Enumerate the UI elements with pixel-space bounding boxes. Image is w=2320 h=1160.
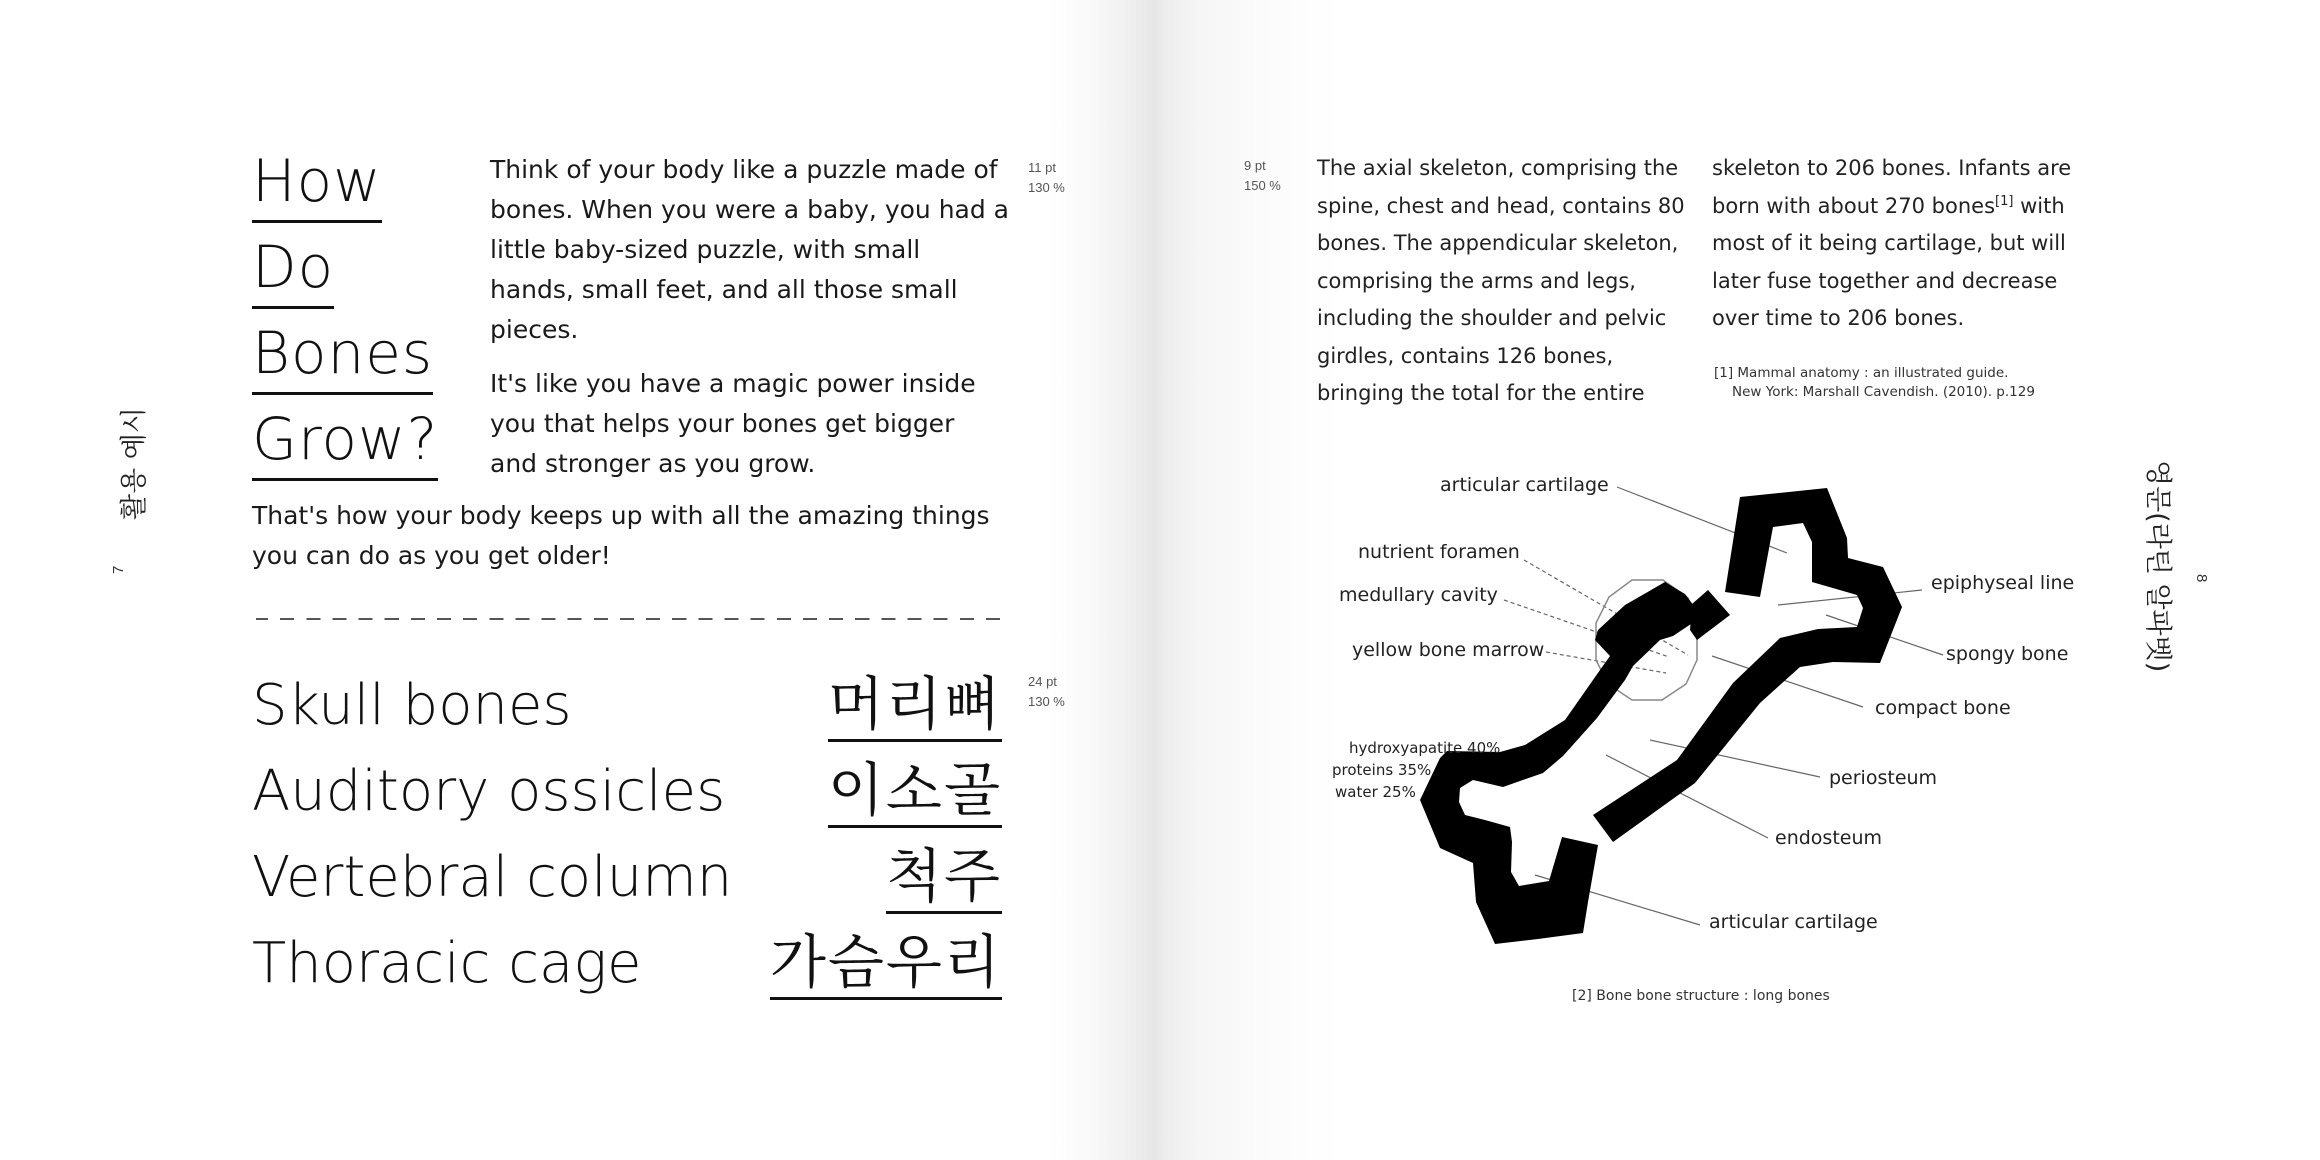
label-articular-cartilage-top: articular cartilage (1440, 474, 1609, 496)
bone-fragment-icon (1690, 590, 1730, 640)
left-page-number: 7 (110, 565, 127, 574)
label-medullary-cavity: medullary cavity (1339, 584, 1498, 606)
intro-paragraph-2: It's like you have a magic power inside you that helps your bones get bigger and stronger as you grow. (490, 369, 976, 478)
text-column-1: The axial skeleton, comprising the spine, chest and head, contains 80 bones. The appendicular skeleton, comprising the arms and legs, including the shoulder and pelvic girdles, contains 126 bones, bringing the total for the entire (1317, 156, 1685, 405)
title-word-do: Do (252, 238, 334, 309)
term-korean: 머리뼈 (828, 675, 1002, 742)
term-english: Skull bones (252, 673, 572, 738)
title-word-grow: Grow? (252, 410, 438, 481)
terms-font-size: 24 pt (1028, 674, 1057, 689)
title-word-bones: Bones (252, 324, 433, 395)
body-leading: 130 % (1028, 180, 1065, 195)
column-2-text-cont: with most of it being cartilage, but will later fuse together and decrease over time to 206 bones. (1712, 193, 2066, 330)
bone-lower-icon (1420, 582, 1700, 944)
label-yellow-bone-marrow: yellow bone marrow (1352, 639, 1545, 661)
composition-proteins: proteins 35% (1332, 761, 1432, 779)
term-korean: 이소골 (828, 761, 1002, 828)
term-english: Thoracic cage (252, 931, 642, 996)
term-english: Vertebral column (252, 845, 733, 910)
right-page-number: 8 (2193, 574, 2210, 583)
intro-paragraph-1: Think of your body like a puzzle made of bones. When you were a baby, you had a little baby-sized puzzle, with small hands, small feet, and all those small pieces. (490, 155, 1010, 344)
right-leading: 150 % (1244, 178, 1281, 193)
right-section-label: 영문(라틴 알파벳) (2142, 460, 2173, 673)
label-periosteum: periosteum (1829, 767, 1938, 789)
column-2-text: skeleton to 206 bones. Infants are born with about 270 bones (1712, 156, 2072, 218)
label-articular-cartilage-bottom: articular cartilage (1709, 911, 1878, 933)
term-korean: 척주 (886, 847, 1002, 914)
composition-hydroxyapatite: hydroxyapatite 40% (1349, 739, 1501, 757)
footnote-line-2: New York: Marshall Cavendish. (2010). p.129 (1732, 384, 2035, 400)
footnote-reference[interactable]: [1] (1995, 193, 2014, 209)
title-word-how: How (252, 152, 382, 223)
label-nutrient-foramen: nutrient foramen (1358, 541, 1520, 563)
label-endosteum: endosteum (1775, 827, 1883, 849)
term-korean: 가슴우리 (770, 933, 1002, 1000)
figure-caption: [2] Bone bone structure : long bones (1572, 988, 1830, 1004)
left-section-label: 활용 예시 (119, 407, 150, 520)
label-spongy-bone: spongy bone (1946, 643, 2069, 665)
right-font-size: 9 pt (1244, 158, 1266, 173)
body-font-size: 11 pt (1028, 160, 1056, 175)
composition-water: water 25% (1335, 783, 1416, 801)
footnote-line-1: [1] Mammal anatomy : an illustrated guide. (1714, 365, 2009, 381)
intro-paragraph-3: That's how your body keeps up with all the amazing things you can do as you get older! (252, 501, 990, 570)
term-english: Auditory ossicles (252, 759, 726, 824)
terms-leading: 130 % (1028, 694, 1065, 709)
label-compact-bone: compact bone (1875, 697, 2011, 719)
label-epiphyseal-line: epiphyseal line (1931, 572, 2075, 594)
